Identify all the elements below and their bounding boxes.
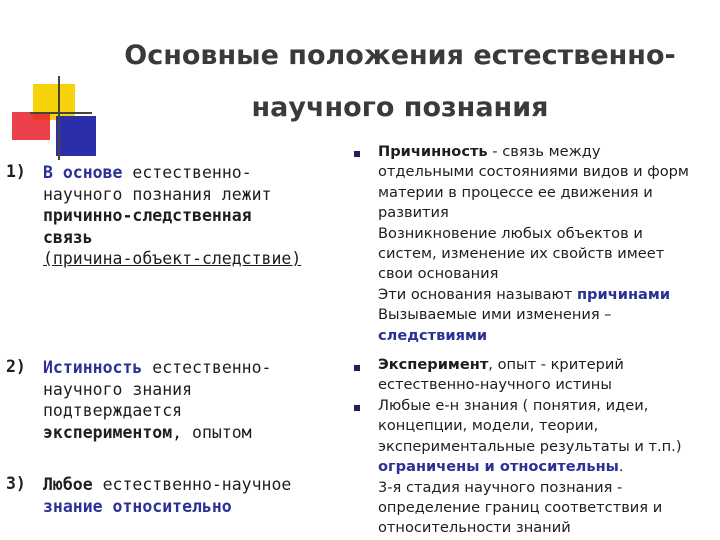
right-paragraph-relativity: [378, 396, 718, 539]
p1-b: - связь между: [487, 143, 601, 160]
list-number-2: 2): [6, 357, 26, 376]
p3-a: Любые е-н знания ( понятия, идеи,: [378, 397, 649, 414]
p3-f: 3-я стадия научного познания -: [378, 478, 623, 496]
p1-i: Эти основания называют: [378, 285, 577, 303]
item3-text-b: естественно-научное: [92, 475, 292, 494]
p3-d: ограничены и относительны: [378, 458, 619, 476]
item2-text-f: , опытом: [172, 422, 252, 442]
p1-e: развития: [378, 204, 449, 222]
list-number-1: 1): [6, 162, 26, 181]
item2-text-e: экспериментом: [43, 422, 173, 442]
p1-f: Возникновение любых объектов и: [378, 224, 643, 242]
item3-text-c: знание относительно: [43, 496, 232, 516]
item2-key: Истинность: [43, 358, 143, 377]
p2-b: , опыт - критерий: [488, 356, 624, 373]
p3-h: относительности знаний: [378, 519, 571, 537]
p3-e: .: [618, 458, 624, 476]
p1-h: свои основания: [378, 265, 499, 283]
p1-c: отдельными состояниями видов и форм: [378, 163, 689, 181]
item1-text-c: научного познания лежит: [43, 184, 272, 204]
p1-g: систем, изменение их свойств имеет: [378, 245, 665, 263]
decor-vertical-line: [58, 76, 60, 160]
list-item-1: [43, 162, 333, 270]
right-paragraph-causality: [378, 142, 718, 346]
page-title-line1: Основные положения естественно-: [124, 40, 676, 71]
item3-key: Любое: [43, 475, 93, 494]
bullet-icon: [354, 405, 360, 411]
item1-key: В основе: [43, 163, 123, 182]
p3-g: определение границ соответствия и: [378, 499, 663, 517]
p1-key: Причинность: [378, 143, 488, 160]
item2-text-d: подтверждается: [43, 401, 183, 420]
p2-key: Эксперимент: [378, 356, 489, 373]
p1-l: следствиями: [378, 326, 488, 344]
item2-text-b: естественно-: [142, 358, 272, 377]
bullet-icon: [354, 365, 360, 371]
bullet-icon: [354, 151, 360, 157]
item1-text-b: естественно-: [122, 163, 252, 182]
item1-text-f: (причина-объект-следствие): [43, 249, 302, 268]
p1-k: Вызываемые ими изменения –: [378, 306, 612, 324]
right-paragraph-experiment: [378, 355, 718, 396]
decor-red-block: [12, 112, 50, 140]
list-item-3: [43, 474, 333, 517]
page-title-line2: научного познания: [251, 92, 549, 123]
p3-c: экспериментальные результаты и т.п.): [378, 437, 682, 455]
list-number-3: 3): [6, 474, 26, 493]
p2-c: естественно-научного истины: [378, 376, 612, 394]
p1-j: причинами: [576, 285, 671, 303]
p3-b: концепции, модели, теории,: [378, 417, 599, 435]
decor-horizontal-line: [30, 112, 92, 114]
item1-text-d: причинно-следственная: [43, 206, 252, 225]
decor-blue-block: [56, 116, 96, 156]
item2-text-c: научного знания: [43, 379, 193, 399]
p1-d: материи в процессе ее движения и: [378, 183, 653, 201]
list-item-2: [43, 357, 333, 443]
item1-text-e: связь: [43, 227, 93, 247]
